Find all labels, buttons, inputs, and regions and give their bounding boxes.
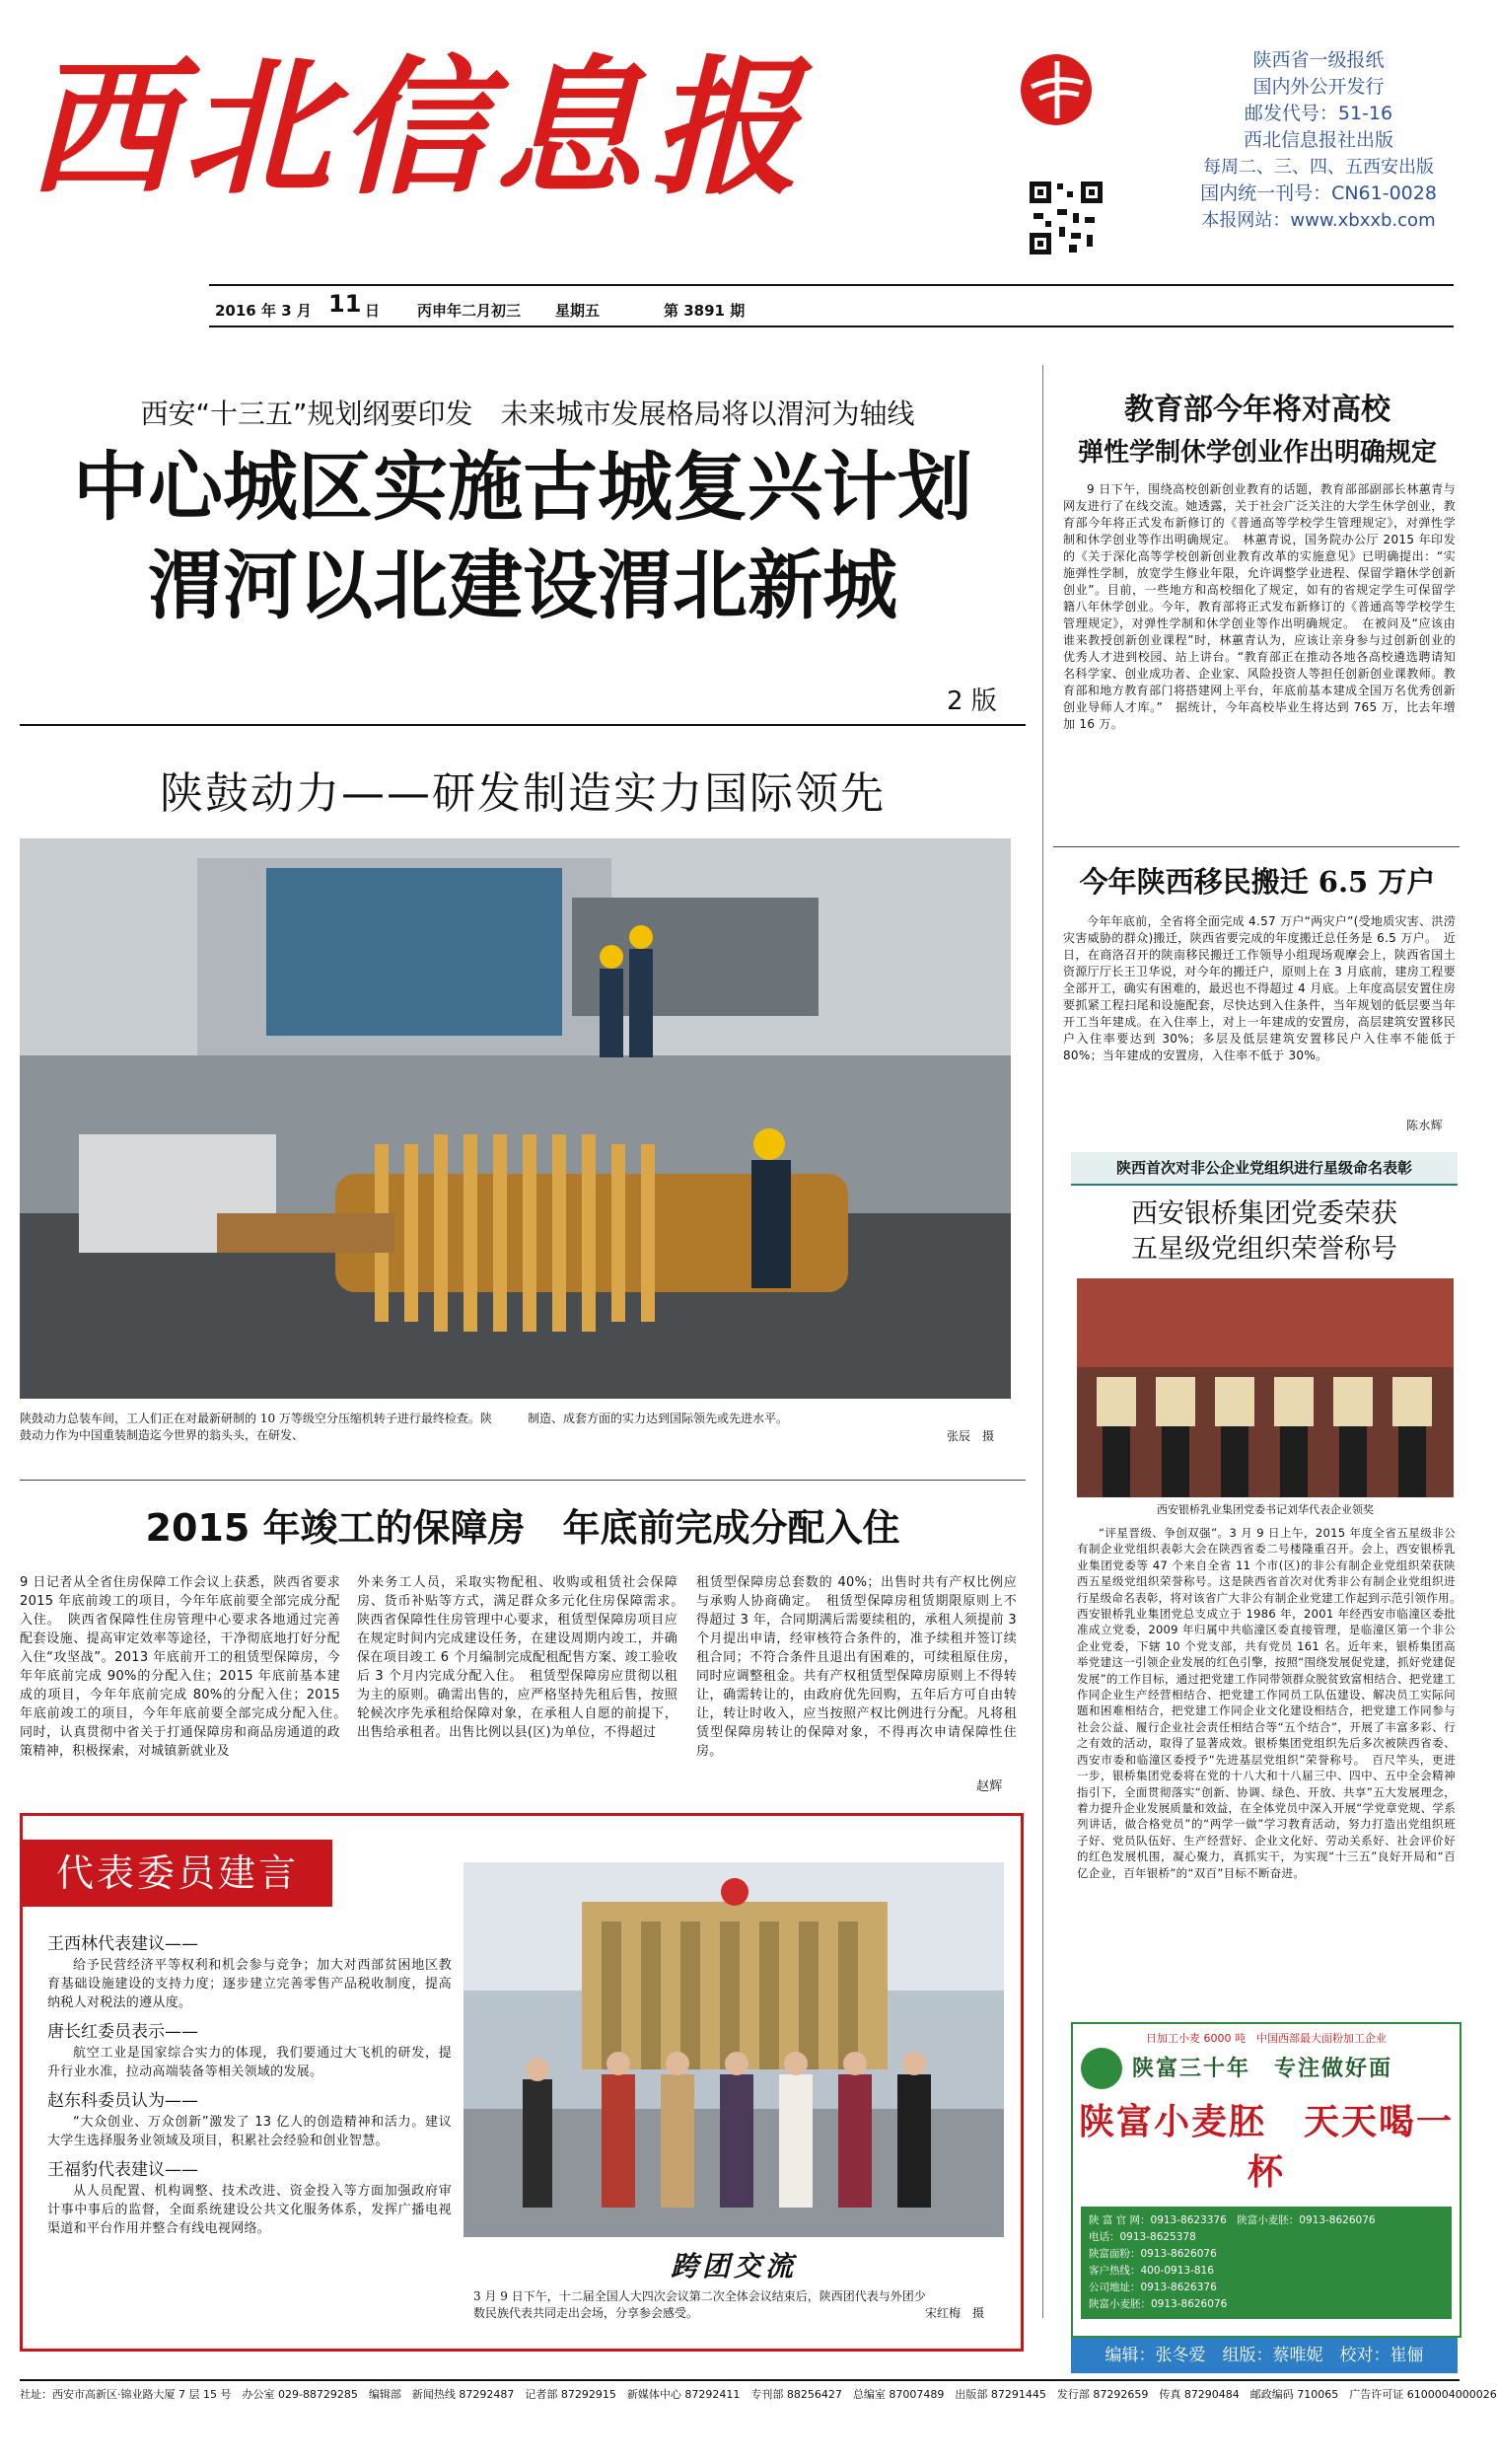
dateline-issue: 第 3891 期 — [664, 302, 746, 320]
ad-top-line: 日加工小麦 6000 吨 中国西部最大面粉加工企业 — [1146, 2032, 1387, 2045]
column-divider — [1042, 365, 1043, 2318]
party-title-line2[interactable]: 五星级党组织荣誉称号 — [1131, 1234, 1397, 1265]
deputies-section-title[interactable]: 代表委员建言 — [23, 1840, 332, 1907]
dateline-rule-top — [209, 284, 1454, 286]
deputy-text: 给予民营经济平等权利和机会参与竞争；加大对西部贫困地区教育基础设施建设的支持力度；逐步建立完善零售产品税收制度，提高纳税人对税法的遵从度。 — [47, 1958, 452, 2010]
dateline — [215, 290, 1201, 329]
dateline-day-unit: 日 — [365, 302, 381, 320]
footer-contact: 社址：西安市高新区·锦业路大厦 7 层 15 号 办公室 029-88729285 编辑部 新闻热线 87292487 记者部 87292915 新媒体中心 87292411 专刊部 88256427 总编室 87007489 出版部 87291445 发行部 87292659 传真 87290484 邮政编码 710065 广告许可证 6100004000026 — [20, 2388, 1497, 2401]
masthead-info-line: 国内统一刊号：CN61-0028 — [1200, 182, 1437, 204]
ad-contact-line: 公司地址：0913-8626376 — [1089, 2282, 1217, 2293]
ad-contact-line: 陕富面粉：0913-8626076 — [1089, 2248, 1217, 2260]
deputies-photo — [463, 1862, 1004, 2237]
deputy-name: 唐长红委员表示—— — [47, 2022, 198, 2042]
deputy-text: 航空工业是国家综合实力的体现，我们要通过大飞机的研发，提升行业水准，拉动高端装备等相关领域的发展。 — [47, 2046, 452, 2079]
feature-photo — [20, 838, 1011, 1399]
party-text: “评星晋级、争创双强”。3 月 9 日上午，2015 年度全省五星级非公有制企业党组织表彰大会在陕西省委二号楼隆重召开。会上，西安银桥乳业集团党委等 47 个来自全省 11 个市(区)的非公有制企业党组织荣获陕西五星级党组织荣誉称号。这是陕西省首次对优秀非公有制企业党组织进行星级命名表彰，将对该省广大非公有制企业党建工作起到示范引领作用。 西安银桥乳业集团党总支成立于 1986 年，2001 年经西安市临潼区委批准成立党委，2009 年归属中共临潼区委直接管理，是临潼区第一个非公企业党委，下辖 10 个党支部，共有党员 161 名。近年来，银桥集团高举党建这一引领企业发展的红色引擎，按照“围绕发展促党建，抓好党建促发展”的工作目标，通过把党建工作同带领群众脱贫致富相结合、把党建工作同企业生产经营相结合、把党建工作同员工队伍建设、解决员工实际问题和困难相结合，把党建工作同企业文化建设相结合，把党建工作同参与社会公益、履行企业社会责任相结合等“五个结合”，开展了丰富多彩、行之有效的活动，取得了显著成效。银桥集团党组织先后多次被陕西省委、西安市委和临潼区委授予“先进基层党组织”荣誉称号。 百尺竿头，更进一步，银桥集团党委将在党的十八大和十八届三中、四中、五中全会精神指引下，全面贯彻落实“创新、协调、绿色、开放、共享”五大发展理念，着力提升企业发展质量和效益，在全体党员中深入开展“学党章党规、学系列讲话，做合格党员”的“两学一做”学习教育活动，努力打造出党组织班子好、党员队伍好、生产经营好、企业文化好、劳动关系好、社会评价好的红色发展机围，凝心聚力，真抓实干，为实现“十三五”良好开局和“百亿企业，百年银桥”的“双百”目标不断奋进。 — [1077, 1526, 1467, 1880]
feature-title[interactable]: 陕鼓动力——研发制造实力国际领先 — [160, 768, 886, 819]
feature-caption-left: 陕鼓动力总装车间，工人们正在对最新研制的 10 万等级空分压缩机转子进行最终检查。陕鼓动力作为中国重装制造迄今世界的翁头头，在研发、 — [20, 1412, 492, 1442]
lead-kicker[interactable]: 西安“十三五”规划纲要印发 未来城市发展格局将以渭河为轴线 — [140, 398, 915, 430]
party-kicker[interactable]: 陕西首次对非公企业党组织进行星级命名表彰 — [1071, 1152, 1458, 1186]
footer-rule — [20, 2379, 1460, 2381]
housing-author: 赵辉 — [976, 1779, 1003, 1794]
ad-contact-panel — [1081, 2207, 1452, 2319]
edu-text: 9 日下午，围绕高校创新创业教育的话题，教育部部副部长林蕙青与网友进行了在线交流。她透露，关于社会广泛关注的大学生休学创业，教育部今年将正式发布新修订的《普通高等学校学生管理规定》，对弹性学制和休学创业等作出明确规定。 林蕙青说，国务院办公厅 2015 年印发的《关于深化高等学校创新创业教育改革的实施意见》已明确提出：“实施弹性学制，放宽学生修业年限，允许调整学业进程、保留学籍休学创新创业”。目前，一些地方和高校细化了规定，如有的省规定学生可保留学籍八年休学创业。今年，教育部将正式发布新修订的《普通高等学校学生管理规定》，对弹性学制和休学创业等作出明确规定。 在被问及“应该由谁来教授创新创业课程”时，林蕙青认为，应该让亲身参与过创新创业的优秀人才进到校园、站上讲台。“教育部正在推动各地各高校遴选聘请知名科学家、创业成功者、企业家、风险投资人等担任创新创业课教师。教育部和地方教育部门将搭建网上平台，年底前基本建成全国万名优秀创新创业导师人才库。” 据统计，今年高校毕业生将达到 765 万，比去年增加 16 万。 — [1063, 482, 1456, 731]
migration-author: 陈水辉 — [1406, 1119, 1443, 1132]
masthead-info-line: 每周二、三、四、五西安出版 — [1203, 157, 1434, 178]
party-photo-caption: 西安银桥乳业集团党委书记刘华代表企业领奖 — [1157, 1503, 1374, 1516]
masthead-info-line: 邮发代号：51-16 — [1244, 103, 1393, 124]
ad-contact-line: 陕富小麦胚：0913-8626076 — [1089, 2298, 1228, 2310]
qr-code-icon[interactable] — [1026, 178, 1106, 258]
migration-text: 今年年底前，全省将全面完成 4.57 万户“两灾户”(受地质灾害、洪涝灾害威胁的群众)搬迁，陕西省要完成的年度搬迁总任务是 6.5 万户。 近日，在商洛召开的陕南移民搬迁工作领导小组现场观摩会上，陕西省国土资源厅厅长王卫华说，对今年的搬迁户，原则上在 3 月底前，建房工程要全部开工，确实有困难的，最迟也不得超过 4 月底。上年度高层安置住房要抓紧工程扫尾和设施配套，尽快达到入住条件，当年规划的低层要当年开工当年建成。在入住率上，对上一年建成的安置房，高层建筑安置移民户入住率要达到 30%；多层及低层建筑安置移民户入住率不能低于 80%；当年建成的安置房，入住率不低于 30%。 — [1063, 914, 1456, 1062]
deputies-photo-title: 跨团交流 — [670, 2250, 797, 2283]
ad-slogan: 陕富三十年 专注做好面 — [1132, 2057, 1393, 2081]
edu-title-line1[interactable]: 教育部今年将对高校 — [1124, 393, 1390, 427]
masthead-logo: 西北信息报 — [28, 41, 808, 215]
ad-headline: 陕富小麦胚 天天喝一杯 — [1078, 2102, 1454, 2193]
deputies-photo-caption: 3 月 9 日下午，十二届全国人大四次会议第二次全体会议结束后，陕西团代表与外团少数民族代表共同走出会场，分享参会感受。 — [473, 2289, 926, 2320]
feature-caption-mid: 制造、成套方面的实力达到国际领先或先进水平。 — [528, 1412, 789, 1425]
deputy-text: “大众创业、万众创新”激发了 13 亿人的创造精神和活力。建议大学生选择服务业领域及项目，积累社会经验和创业智慧。 — [47, 2115, 452, 2148]
housing-column-2: 外来务工人员，采取实物配租、收购或租赁社会保障房、货币补贴等方式，满足群众多元化住房保障需求。 陕西省保障性住房管理中心要求，租赁型保障房项目应在规定时间内完成建设任务，在建设周期内竣工，并确保在项目竣工 6 个月编制完成配租配售方案、竣工验收后 3 个月内完成分配入住。 租赁型保障房应贯彻以租为主的原则。确需出售的，应严格坚持先租后售，按照轮候次序先承租给保障对象，在承租人自愿的前提下，出售给承租者。出售比例以县(区)为单位，不得超过 — [357, 1575, 691, 1740]
masthead-info-line: 陕西省一级报纸 — [1252, 49, 1385, 71]
deputy-text: 从人员配置、机构调整、技术改进、资金投入等方面加强政府审计事中事后的监督，全面系统建设公共文化服务体系，发挥广播电视渠道和平台作用并整合有线电视网络。 — [47, 2184, 452, 2236]
ad-contact-line: 电话：0913-8625378 — [1089, 2231, 1196, 2243]
lead-page-ref[interactable]: 2 版 — [947, 687, 997, 716]
deputy-name: 赵东科委员认为—— — [47, 2091, 198, 2111]
dateline-day: 11 — [328, 290, 362, 318]
migration-rule — [1053, 846, 1460, 847]
masthead-info — [1179, 47, 1458, 234]
masthead-info-line: 国内外公开发行 — [1252, 76, 1385, 98]
housing-rule — [20, 1480, 1026, 1481]
advertisement[interactable] — [1071, 2022, 1461, 2338]
deputies-photo-credit: 宋红梅 摄 — [925, 2306, 985, 2320]
lead-title-line2[interactable]: 渭河以北建设渭北新城 — [148, 542, 897, 629]
editors-line: 编辑：张冬爱 组版：蔡唯妮 校对：崔俪 — [1071, 2338, 1458, 2373]
housing-title[interactable]: 2015 年竣工的保障房 年底前完成分配入住 — [145, 1506, 900, 1550]
lead-title-line1[interactable]: 中心城区实施古城复兴计划 — [73, 443, 972, 531]
dateline-year-month: 2016 年 3 月 — [215, 302, 312, 320]
party-title-line1[interactable]: 西安银桥集团党委荣获 — [1131, 1198, 1397, 1229]
edu-title-line2[interactable]: 弹性学制休学创业作出明确规定 — [1077, 438, 1437, 468]
deputy-name: 王福豹代表建议—— — [47, 2160, 198, 2180]
lead-rule — [20, 724, 1026, 726]
newspaper-emblem-icon — [1014, 47, 1099, 132]
masthead-info-line: 西北信息报社出版 — [1243, 129, 1393, 151]
deputy-name: 王西林代表建议—— — [47, 1934, 198, 1954]
feature-photo-credit: 张辰 摄 — [947, 1429, 995, 1443]
masthead-info-line[interactable]: 本报网站：www.xbxxb.com — [1201, 210, 1436, 231]
dateline-rule-bottom — [209, 326, 1454, 327]
migration-title[interactable]: 今年陕西移民搬迁 6.5 万户 — [1079, 865, 1436, 899]
ad-contact-line: 客户热线：400-0913-816 — [1089, 2265, 1214, 2277]
party-photo — [1077, 1278, 1454, 1497]
housing-column-1: 9 日记者从全省住房保障工作会议上获悉，陕西省要求 2015 年底前竣工的项目，今年年底前要全部完成分配入住。 陕西省保障性住房管理中心要求各地通过完善配套设施、提高审定效率等途径，干净彻底地打好分配入住“攻坚战”。2013 年底前开工的租赁型保障房，今年年底前完成 90%的分配入住；2015 年底前基本建成的项目，今年年底前完成 80%的分配入住；2015 年底前竣工的项目，今年年底前要全部完成分配入住。 同时，认真贯彻中省关于打通保障房和商品房通道的政策精神，积极探索，对城镇新就业及 — [20, 1575, 354, 1759]
housing-column-3: 租赁型保障房总套数的 40%；出售时共有产权比例应与承购人协商确定。 租赁型保障房租赁期限原则上不得超过 3 年，合同期满后需要续租的，承租人须提前 3 个月提出申请，经审核符合条件的，准予续租并签订续租合同；不符合条件且退出有困难的，可续租原住房，同时应调整租金。共有产权租赁型保障房原则上不得转让，确需转让的，由政府优先回购，五年后方可自由转让，转让时收入，应当按照产权比例进行分配。凡将租赁型保障房转让的保障对象，不得再次申请保障性住房。 — [696, 1575, 1017, 1759]
ad-contact-line: 陕 富 官 网：0913-8623376 陕富小麦胚：0913-8626076 — [1089, 2214, 1376, 2226]
dateline-lunar: 丙申年二月初三 — [417, 302, 522, 320]
shaanfu-logo-icon — [1081, 2048, 1122, 2089]
dateline-weekday: 星期五 — [555, 302, 601, 320]
deputies-list — [47, 1928, 452, 2323]
